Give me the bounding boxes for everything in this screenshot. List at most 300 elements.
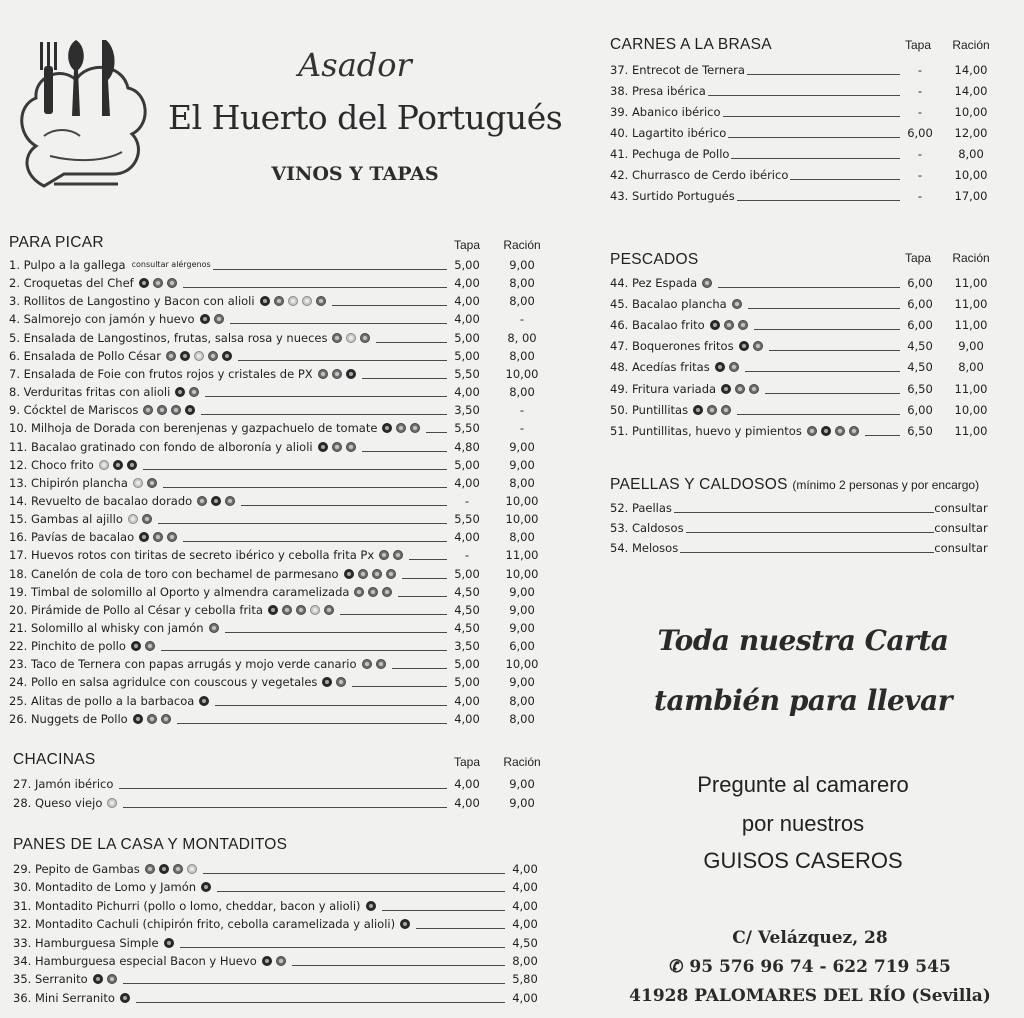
- allergen-icon: [310, 605, 320, 615]
- address: C/ Velázquez, 28: [732, 928, 888, 948]
- dotted-leader: [728, 137, 900, 138]
- item-name-text: 18. Canelón de cola de toro con bechamel de parmesano: [9, 566, 339, 581]
- item-name: [610, 187, 735, 205]
- col-header-racion: Ración: [503, 755, 541, 769]
- menu-item: [610, 82, 1000, 100]
- price-racion: 11,00: [954, 276, 988, 290]
- menu-item: [9, 565, 549, 583]
- item-price: 8,00: [512, 954, 538, 968]
- price-racion: 11,00: [954, 297, 988, 312]
- restaurant-tagline: VINOS Y TAPAS: [271, 163, 439, 185]
- allergen-icon: [107, 798, 117, 808]
- price-racion: 10,00: [505, 566, 539, 581]
- allergen-icon: [128, 514, 138, 524]
- item-name: [9, 347, 236, 366]
- dotted-leader: [731, 158, 900, 159]
- item-price: 4,00: [512, 917, 538, 932]
- section-para-picar: [9, 234, 549, 734]
- item-name-text: 39. Abanico ibérico: [610, 105, 721, 119]
- allergen-icon: [107, 974, 117, 984]
- allergen-icon: [209, 623, 219, 633]
- item-name: [610, 82, 706, 100]
- allergen-icon: [120, 993, 130, 1003]
- item-price: 5,80: [512, 972, 538, 987]
- dotted-leader: [136, 1002, 505, 1003]
- menu-item: [9, 528, 549, 546]
- menu-item: [9, 583, 549, 601]
- price-tapa: 4,00: [454, 711, 480, 726]
- allergen-icon: [749, 384, 759, 394]
- allergen-icon: [173, 864, 183, 874]
- menu-item: [9, 637, 549, 655]
- dotted-leader: [409, 559, 447, 560]
- allergen-icons: [693, 402, 735, 420]
- item-name-text: 5. Ensalada de Langostinos, frutas, salsa rosa y nueces: [9, 330, 328, 345]
- dotted-leader: [292, 965, 505, 966]
- item-name-text: 35. Serranito: [13, 972, 88, 987]
- price-racion: 8,00: [509, 348, 535, 363]
- item-name: [610, 380, 763, 399]
- takeaway-headline-2: también para llevar: [654, 684, 952, 717]
- item-name-text: 3. Rollitos de Langostino y Bacon con alioli: [9, 294, 255, 309]
- price-tapa: 5,50: [454, 421, 480, 436]
- item-name: [610, 539, 678, 557]
- item-name: [13, 794, 121, 813]
- item-name-text: 7. Ensalada de Foie con frutos rojos y cristales de PX: [9, 366, 313, 381]
- menu-item: [13, 860, 553, 878]
- menu-item: [610, 539, 1000, 557]
- dotted-leader: [769, 350, 900, 351]
- item-name-text: 28. Queso viejo: [13, 796, 103, 810]
- allergen-icons: [145, 861, 201, 879]
- menu-item: [610, 499, 1000, 517]
- allergen-icon: [147, 714, 157, 724]
- allergen-icon: [393, 550, 403, 560]
- menu-item: [610, 124, 1000, 142]
- col-header-tapa: Tapa: [453, 238, 481, 252]
- price-tapa: 3,50: [454, 639, 480, 654]
- price-racion: 9,00: [509, 584, 535, 599]
- menu-item: [9, 383, 549, 401]
- price-tapa: 5,00: [454, 258, 480, 272]
- allergen-icon: [194, 351, 204, 361]
- price-tapa: 4,00: [454, 530, 480, 545]
- dotted-leader: [765, 393, 900, 394]
- item-name-text: 26. Nuggets de Pollo: [9, 711, 128, 726]
- price-tapa: 5,00: [454, 457, 480, 472]
- price-racion: 10,00: [954, 105, 988, 119]
- allergen-icon: [113, 460, 123, 470]
- item-name: [9, 546, 407, 565]
- dotted-leader: [748, 308, 900, 309]
- dotted-leader: [747, 74, 900, 75]
- col-header-racion: Ración: [952, 251, 990, 265]
- allergen-icon: [400, 919, 410, 929]
- price-racion: 8,00: [509, 693, 535, 708]
- item-name: [9, 492, 239, 511]
- allergen-icon: [358, 569, 368, 579]
- price-tapa: 4,00: [454, 693, 480, 708]
- item-name-text: 16. Pavías de bacalao: [9, 530, 135, 545]
- allergen-icons: [99, 457, 141, 475]
- allergen-icons: [120, 990, 134, 1008]
- price-tapa: 5,50: [454, 366, 480, 381]
- brand-asador: Asador: [298, 46, 412, 84]
- item-name-text: 51. Puntillitas, huevo y pimientos: [610, 423, 802, 438]
- item-name-text: 4. Salmorejo con jamón y huevo: [9, 312, 195, 327]
- menu-item: [9, 673, 549, 691]
- item-name: [610, 358, 743, 377]
- dotted-leader: [745, 371, 900, 372]
- allergen-icon: [199, 696, 209, 706]
- price-tapa: -: [917, 63, 923, 77]
- allergen-icons: [197, 493, 239, 511]
- dotted-leader: [201, 414, 447, 415]
- allergen-icon: [724, 320, 734, 330]
- allergen-icons: [260, 293, 330, 311]
- item-name-text: 12. Choco frito: [9, 457, 94, 472]
- allergen-icon: [274, 296, 284, 306]
- item-name: [9, 456, 141, 475]
- price-tapa: 6,00: [907, 126, 933, 140]
- price-racion: 10,00: [505, 512, 539, 527]
- allergen-icons: [139, 529, 181, 547]
- allergen-icon: [702, 278, 712, 288]
- dotted-leader: [680, 552, 934, 553]
- takeaway-headline-1: Toda nuestra Carta: [657, 624, 949, 657]
- dotted-leader: [161, 650, 447, 651]
- chef-hat-logo-icon: [14, 36, 152, 192]
- dotted-leader: [718, 287, 900, 288]
- item-name-text: 32. Montadito Cachuli (chipirón frito, cebolla caramelizada y alioli): [13, 917, 396, 932]
- allergen-icon: [225, 496, 235, 506]
- allergen-icon: [166, 351, 176, 361]
- dotted-leader: [123, 983, 505, 984]
- allergen-icon: [133, 478, 143, 488]
- dotted-leader: [332, 305, 447, 306]
- item-price: consultar: [934, 501, 988, 515]
- dotted-leader: [754, 329, 900, 330]
- menu-item: [9, 419, 549, 437]
- allergen-icons: [322, 674, 350, 692]
- menu-item: [13, 878, 553, 896]
- dotted-leader: [177, 723, 447, 724]
- dotted-leader: [215, 705, 447, 706]
- allergen-icons: [93, 971, 121, 989]
- price-tapa: 5,00: [454, 675, 480, 690]
- item-name: [9, 692, 213, 711]
- menu-item: [610, 295, 1000, 313]
- allergen-icons: [133, 711, 175, 729]
- dotted-leader: [416, 928, 505, 929]
- price-tapa: -: [464, 548, 470, 563]
- section-title-text: PAELLAS Y CALDOSOS: [610, 476, 788, 493]
- section-title: PARA PICAR: [9, 234, 104, 251]
- item-name: [9, 565, 400, 584]
- price-tapa: 4,50: [454, 602, 480, 617]
- price-racion: 8, 00: [507, 330, 537, 345]
- item-name: [9, 401, 199, 420]
- price-racion: 9,00: [509, 777, 535, 791]
- price-tapa: 4,00: [454, 475, 480, 490]
- restaurant-name: El Huerto del Portugués: [168, 98, 563, 137]
- allergen-icon: [143, 405, 153, 415]
- item-name-text: 48. Acedías fritas: [610, 360, 710, 375]
- price-racion: 9,00: [509, 457, 535, 472]
- item-name: [610, 145, 729, 163]
- allergen-icon: [366, 901, 376, 911]
- price-racion: 8,00: [958, 147, 984, 161]
- allergen-icons: [318, 439, 360, 457]
- dotted-leader: [205, 396, 447, 397]
- price-racion: 9,00: [509, 258, 535, 272]
- allergen-icon: [807, 426, 817, 436]
- allergen-icon: [139, 278, 149, 288]
- price-racion: 14,00: [954, 84, 988, 98]
- allergen-icon: [735, 384, 745, 394]
- allergen-icons: [318, 366, 360, 384]
- item-name-text: 42. Churrasco de Cerdo ibérico: [610, 168, 789, 182]
- allergen-icon: [161, 714, 171, 724]
- allergen-icon: [346, 442, 356, 452]
- item-name: [9, 438, 360, 457]
- allergen-icons: [199, 693, 213, 711]
- menu-item: [9, 655, 549, 673]
- dotted-leader: [426, 432, 447, 433]
- menu-item: [13, 934, 553, 952]
- allergen-icon: [222, 351, 232, 361]
- price-tapa: 4,00: [454, 312, 480, 327]
- menu-item: [9, 546, 549, 564]
- item-name-text: 37. Entrecot de Ternera: [610, 63, 745, 77]
- section-title: CARNES A LA BRASA: [610, 36, 772, 53]
- allergen-icon: [147, 478, 157, 488]
- dotted-leader: [392, 668, 447, 669]
- allergen-icons: [382, 420, 424, 438]
- allergen-icon: [721, 384, 731, 394]
- allergen-icon: [189, 387, 199, 397]
- allergen-icons: [164, 935, 178, 953]
- price-racion: 11,00: [954, 423, 988, 438]
- item-name-text: 19. Timbal de solomillo al Oporto y almendra caramelizada: [9, 584, 350, 599]
- dotted-leader: [180, 947, 505, 948]
- allergen-icon: [707, 405, 717, 415]
- item-price: 4,00: [512, 990, 538, 1005]
- dotted-leader: [737, 414, 900, 415]
- allergen-icon: [324, 605, 334, 615]
- price-racion: 10,00: [954, 168, 988, 182]
- dotted-leader: [203, 873, 505, 874]
- allergen-icon: [197, 496, 207, 506]
- item-name: [610, 519, 684, 537]
- allergen-icon: [368, 587, 378, 597]
- dotted-leader: [865, 435, 900, 436]
- price-racion: 17,00: [954, 189, 988, 203]
- price-tapa: -: [917, 105, 923, 119]
- menu-item: [610, 422, 1000, 440]
- allergen-icon: [145, 641, 155, 651]
- price-racion: 9,00: [509, 439, 535, 454]
- dotted-leader: [213, 269, 447, 270]
- menu-item: [610, 145, 1000, 163]
- allergen-icons: [721, 381, 763, 399]
- allergen-icon: [296, 605, 306, 615]
- section-title: CHACINAS: [13, 751, 96, 768]
- item-name-text: 1. Pulpo a la gallega: [9, 258, 126, 272]
- item-name: [610, 274, 716, 293]
- item-name: [9, 292, 330, 311]
- dotted-leader: [398, 596, 447, 597]
- allergen-icon: [332, 369, 342, 379]
- price-racion: 8,00: [509, 294, 535, 309]
- menu-item: [610, 166, 1000, 184]
- dotted-leader: [183, 287, 447, 288]
- item-name: [9, 329, 374, 348]
- allergen-icon: [201, 882, 211, 892]
- menu-item: [610, 61, 1000, 79]
- allergen-icon: [715, 362, 725, 372]
- allergen-icon: [211, 496, 221, 506]
- menu-item: [9, 474, 549, 492]
- allergen-icons: [131, 638, 159, 656]
- item-name-text: 47. Boquerones fritos: [610, 339, 734, 354]
- price-tapa: 4,50: [454, 584, 480, 599]
- dotted-leader: [217, 891, 505, 892]
- section-chacinas: [13, 751, 553, 821]
- allergen-icons: [107, 795, 121, 813]
- ask-waiter-line-1: Pregunte al camarero: [697, 772, 909, 797]
- price-tapa: 4,80: [454, 439, 480, 454]
- item-name-text: 9. Cócktel de Mariscos: [9, 403, 139, 418]
- price-racion: 9,00: [509, 621, 535, 635]
- item-name: [9, 383, 203, 402]
- menu-item: [9, 310, 549, 328]
- allergen-icon: [288, 296, 298, 306]
- item-name-text: 11. Bacalao gratinado con fondo de alboronía y alioli: [9, 439, 313, 454]
- guisos-caseros: GUISOS CASEROS: [703, 848, 903, 873]
- item-price: consultar: [934, 521, 988, 535]
- price-racion: 8,00: [509, 385, 535, 400]
- menu-item: [9, 492, 549, 510]
- allergen-icon: [214, 314, 224, 324]
- allergen-icon: [127, 460, 137, 470]
- menu-item: [9, 401, 549, 419]
- allergen-icon: [379, 550, 389, 560]
- price-tapa: -: [917, 147, 923, 161]
- price-tapa: 6,00: [907, 297, 933, 312]
- allergen-icon: [159, 864, 169, 874]
- price-racion: 12,00: [954, 126, 988, 140]
- allergen-icons: [200, 311, 228, 329]
- item-name-text: 30. Montadito de Lomo y Jamón: [13, 880, 197, 895]
- allergen-icon: [187, 864, 197, 874]
- price-racion: 8,00: [509, 475, 535, 490]
- price-racion: 8,00: [509, 276, 535, 291]
- item-name-text: 53. Caldosos: [610, 521, 684, 535]
- menu-item: [13, 897, 553, 915]
- menu-item: [610, 519, 1000, 537]
- price-tapa: -: [917, 189, 923, 203]
- allergen-icon: [372, 569, 382, 579]
- price-tapa: 4,50: [454, 621, 480, 635]
- allergen-icon: [99, 460, 109, 470]
- item-name-text: 20. Pirámide de Pollo al César y cebolla frita: [9, 602, 263, 617]
- allergen-icons: [143, 402, 199, 420]
- item-name: [9, 655, 390, 674]
- price-racion: -: [519, 312, 525, 327]
- item-name: [610, 103, 721, 121]
- menu-item: [13, 915, 553, 933]
- item-name-text: 21. Solomillo al whisky con jamón: [9, 621, 204, 635]
- allergen-icons: [739, 338, 767, 356]
- item-price: 4,00: [512, 862, 538, 876]
- dotted-leader: [143, 469, 447, 470]
- menu-item: [9, 329, 549, 347]
- item-name: [9, 583, 396, 602]
- dotted-leader: [163, 487, 447, 488]
- allergen-icon: [332, 442, 342, 452]
- allergen-icon: [93, 974, 103, 984]
- item-name-text: 33. Hamburguesa Simple: [13, 935, 159, 950]
- allergen-icon: [346, 333, 356, 343]
- dotted-leader: [362, 378, 447, 379]
- item-name-text: 41. Pechuga de Pollo: [610, 147, 730, 161]
- price-tapa: 5,00: [454, 330, 480, 345]
- allergen-icons: [133, 475, 161, 493]
- allergen-icons: [807, 423, 863, 441]
- menu-item: [610, 380, 1000, 398]
- item-name: [610, 337, 767, 356]
- price-racion: 9,00: [509, 675, 535, 690]
- section-title: PANES DE LA CASA Y MONTADITOS: [13, 836, 288, 853]
- item-name: [13, 934, 178, 953]
- price-tapa: -: [917, 168, 923, 182]
- item-name-text: 29. Pepito de Gambas: [13, 862, 140, 876]
- dotted-leader: [158, 523, 447, 524]
- dotted-leader: [362, 451, 447, 452]
- section-paellas-caldosos: [610, 476, 1000, 566]
- menu-item: [13, 952, 553, 970]
- phone-numbers: 95 576 96 74 - 622 719 545: [689, 957, 951, 977]
- item-name-text: 54. Melosos: [610, 541, 679, 555]
- dotted-leader: [790, 179, 900, 180]
- price-racion: 9,00: [509, 796, 535, 810]
- allergen-icon: [396, 423, 406, 433]
- item-name-text: 27. Jamón ibérico: [13, 777, 114, 791]
- menu-item: [9, 692, 549, 710]
- dotted-leader: [402, 578, 447, 579]
- allergen-icon: [276, 956, 286, 966]
- price-racion: 11,00: [505, 548, 539, 563]
- price-racion: 9,00: [958, 339, 984, 354]
- allergen-icon: [175, 387, 185, 397]
- item-name: [610, 401, 735, 420]
- dotted-leader: [183, 541, 447, 542]
- price-tapa: 4,00: [454, 276, 480, 291]
- item-name: [9, 710, 175, 729]
- allergen-icon: [332, 333, 342, 343]
- allergen-icon: [164, 938, 174, 948]
- price-tapa: 4,50: [907, 339, 933, 354]
- allergen-icons: [139, 275, 181, 293]
- price-tapa: 6,50: [907, 423, 933, 438]
- section-panes-montaditos: [13, 836, 553, 1006]
- price-racion: 9,00: [509, 602, 535, 617]
- price-tapa: 4,00: [454, 294, 480, 309]
- allergen-icon: [354, 587, 364, 597]
- price-tapa: 6,00: [907, 318, 933, 333]
- allergen-icon: [721, 405, 731, 415]
